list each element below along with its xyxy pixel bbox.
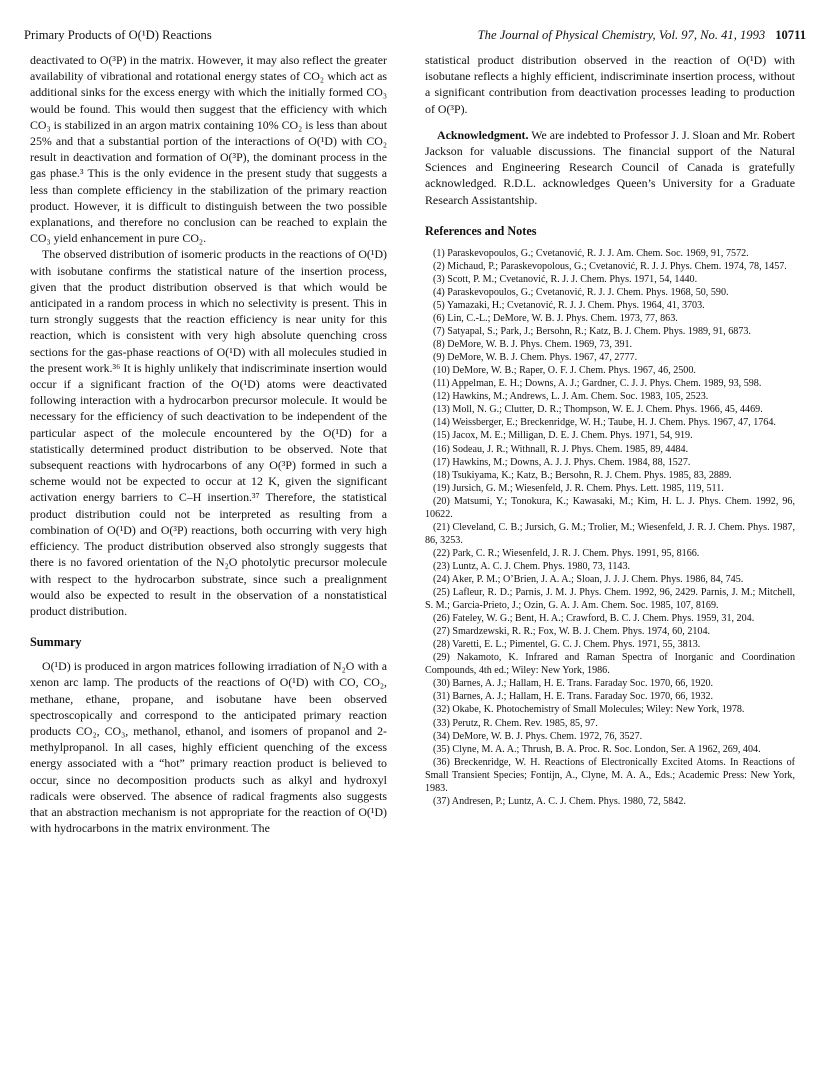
reference-item: (25) Lafleur, R. D.; Parnis, J. M. J. Phys. Chem. 1992, 96, 2429. Parnis, J. M.; Mitchell, S. M.; Garcia-Prieto, J.; Ozin, G. A. J. Am. Chem. Soc. 1985, 107, 8169. <box>425 587 795 612</box>
left-column <box>30 52 387 836</box>
reference-item: (37) Andresen, P.; Luntz, A. C. J. Chem. Phys. 1980, 72, 5842. <box>433 795 686 807</box>
reference-item: (4) Paraskevopoulos, G.; Cvetanović, R. J. J. Chem. Phys. 1968, 50, 590. <box>433 286 729 298</box>
reference-item: (27) Smardzewski, R. R.; Fox, W. B. J. Chem. Phys. 1974, 60, 2104. <box>433 626 711 638</box>
reference-item: (21) Cleveland, C. B.; Jursich, G. M.; Trolier, M.; Wiesenfeld, J. R. J. Chem. Phys. 1987, 86, 3253. <box>425 521 795 546</box>
reference-item: (14) Weissberger, E.; Breckenridge, W. H.; Taube, H. J. Chem. Phys. 1967, 47, 1764. <box>433 417 776 429</box>
reference-item: (8) DeMore, W. B. J. Phys. Chem. 1969, 73, 391. <box>433 339 633 351</box>
reference-item: (19) Jursich, G. M.; Wiesenfeld, J. R. Chem. Phys. Lett. 1985, 119, 511. <box>433 482 724 494</box>
journal-citation <box>478 27 806 43</box>
journal-name: The Journal of Physical Chemistry, Vol. 97, No. 41, 1993 <box>477 28 766 42</box>
running-title: Primary Products of O(¹D) Reactions <box>24 28 212 42</box>
summary-heading: Summary <box>30 635 82 650</box>
reference-item: (12) Hawkins, M.; Andrews, L. J. Am. Chem. Soc. 1983, 105, 2523. <box>433 391 709 403</box>
reference-item: (11) Appelman, E. H.; Downs, A. J.; Gardner, C. J. J. Phys. Chem. 1989, 93, 598. <box>433 378 762 390</box>
reference-item: (10) DeMore, W. B.; Raper, O. F. J. Chem. Phys. 1967, 46, 2500. <box>433 365 696 377</box>
reference-item: (3) Scott, P. M.; Cvetanović, R. J. J. Chem. Phys. 1971, 54, 1440. <box>433 273 698 285</box>
right-column <box>425 52 795 808</box>
body-paragraph-2: The observed distribution of isomeric products in the reactions of O(¹D) with isobutane confirms the statistical nature of the insertion process, given that the product distribution observed is that which would be anticipated in a random process in which no selectivity is present. This in turn strongly suggests that the reaction efficiency is near unity for this reaction, which is consistent with very high absolute quenching cross sections for the gas-phase reactions of O(¹D) with all molecules studied in the present work.³⁶ It is highly unlikely that indiscriminate insertion would occur if a significant fraction of the O(¹D) atoms were deactivated following interaction with a hydrocarbon precursor molecule. It would be necessary for the efficiency of such deactivation to be independent of the particular aspect of the molecule encountered by the O(¹D) for a statistically determined product distribution to be observed. Note that subsequent reactions with hydrocarbons of any O(³P) formed in such a scheme would not be expected to occur at 12 K, given the significant activation energy barriers to C–H insertion.³⁷ Therefore, the statistical product distribution could not be interpreted as resulting from a combination of O(¹D) and O(³P) reactions, both occurring with very high efficiency. The product distribution observed also strongly suggests that there is no favored orientation of the N₂O photolytic precursor molecule with respect to the hydrocarbon substrate, since such a prealignment would also be expected to result in the observation of a nonstatistical product distribution. <box>30 247 387 618</box>
reference-item: (2) Michaud, P.; Paraskevopolous, G.; Cvetanović, R. J. J. Phys. Chem. 1974, 78, 1457. <box>433 260 787 272</box>
reference-item: (36) Breckenridge, W. H. Reactions of Electronically Excited Atoms. In Reactions of Small Transient Species; Fontijn, A., Clyne, M. A. A., Eds.; Academic Press: New York, 1983. <box>425 756 795 794</box>
body-paragraph-1: deactivated to O(³P) in the matrix. However, it may also reflect the greater availability of vibrational and rotational energy states of CO₂ which act as additional sinks for the excess energy with which the initially formed CO₃ would be found. This would then suggest that the efficiency with which CO₃ is stabilized in an argon matrix containing 10% CO₂ is less than about 25% and that a substantial portion of the interactions of O(¹D) with CO₂ result in deactivation and formation of O(³P), the dominant process in the gas phase.³ This is the only evidence in the present study that suggests a less than complete efficiency in the stabilization of the primary reaction product. However, it is difficult to distinguish between the two possible explanations, and therefore no conclusion can be reached to explain the CO₃ yield enhancement in pure CO₂. <box>30 53 387 246</box>
continued-paragraph: statistical product distribution observed in the reaction of O(¹D) with isobutane reflects a highly efficient, indiscriminate insertion process, without a significant contribution from deactivation processes leading to production of O(³P). <box>425 53 795 116</box>
reference-item: (9) DeMore, W. B. J. Chem. Phys. 1967, 47, 2777. <box>433 352 638 364</box>
reference-item: (23) Luntz, A. C. J. Chem. Phys. 1980, 73, 1143. <box>433 560 631 572</box>
reference-item: (22) Park, C. R.; Wiesenfeld, J. R. J. Chem. Phys. 1991, 95, 8166. <box>433 547 700 559</box>
reference-item: (30) Barnes, A. J.; Hallam, H. E. Trans. Faraday Soc. 1970, 66, 1920. <box>433 678 714 690</box>
reference-item: (32) Okabe, K. Photochemistry of Small Molecules; Wiley: New York, 1978. <box>433 704 745 716</box>
reference-item: (18) Tsukiyama, K.; Katz, B.; Bersohn, R. J. Chem. Phys. 1985, 83, 2889. <box>433 469 732 481</box>
reference-item: (7) Satyapal, S.; Park, J.; Bersohn, R.; Katz, B. J. Chem. Phys. 1989, 91, 6873. <box>433 326 751 338</box>
reference-item: (24) Aker, P. M.; O’Brien, J. A. A.; Sloan, J. J. J. Chem. Phys. 1986, 84, 745. <box>433 574 744 585</box>
reference-item: (13) Moll, N. G.; Clutter, D. R.; Thompson, W. E. J. Chem. Phys. 1966, 45, 4469. <box>433 404 763 416</box>
acknowledgment-paragraph <box>425 127 795 208</box>
reference-list <box>425 247 795 808</box>
reference-item: (26) Fateley, W. G.; Bent, H. A.; Crawford, B. C. J. Chem. Phys. 1959, 31, 204. <box>433 613 755 625</box>
reference-item: (35) Clyne, M. A. A.; Thrush, B. A. Proc. R. Soc. London, Ser. A 1962, 269, 404. <box>433 743 761 755</box>
reference-item: (15) Jacox, M. E.; Milligan, D. E. J. Chem. Phys. 1971, 54, 919. <box>433 430 693 442</box>
reference-item: (33) Perutz, R. Chem. Rev. 1985, 85, 97. <box>433 717 598 729</box>
reference-item: (5) Yamazaki, H.; Cvetanović, R. J. J. Chem. Phys. 1964, 41, 3703. <box>433 300 705 312</box>
reference-item: (28) Varetti, E. L.; Pimentel, G. C. J. Chem. Phys. 1971, 55, 3813. <box>433 639 701 651</box>
reference-item: (34) DeMore, W. B. J. Phys. Chem. 1972, 76, 3527. <box>433 730 643 742</box>
acknowledgment-lead: Acknowledgment. <box>437 127 529 142</box>
reference-item: (20) Matsumi, Y.; Tonokura, K.; Kawasaki, M.; Kim, H. L. J. Phys. Chem. 1992, 96, 10622. <box>425 495 795 520</box>
acknowledgment-text: We are indebted to Professor J. J. Sloan and Mr. Robert Jackson for valuable discussions. The financial support of the Natural Sciences and Engineering Research Council of Canada is gratefully acknowledged. R.D.L. acknowledges Queen’s University for a Graduate Research Assistantship. <box>425 127 795 207</box>
reference-item: (29) Nakamoto, K. Infrared and Raman Spectra of Inorganic and Coordination Compounds, 4th ed.; Wiley: New York, 1986. <box>425 652 795 677</box>
reference-item: (16) Sodeau, J. R.; Withnall, R. J. Phys. Chem. 1985, 89, 4484. <box>433 443 689 455</box>
page-number: 10711 <box>775 28 806 42</box>
running-header <box>24 27 806 43</box>
reference-item: (6) Lin, C.-L.; DeMore, W. B. J. Phys. Chem. 1973, 77, 863. <box>433 313 678 325</box>
reference-item: (17) Hawkins, M.; Downs, A. J. J. Phys. Chem. 1984, 88, 1527. <box>433 456 691 468</box>
references-heading: References and Notes <box>425 223 537 238</box>
summary-paragraph: O(¹D) is produced in argon matrices following irradiation of N₂O with a xenon arc lamp. The products of the reactions of O(¹D) with CO, CO₂, methane, ethane, propane, and isobutane have been observed spectroscopically and correspond to the anticipated primary reaction products CO₂, CO₃, methanol, ethanol, and isomers of propanol and 2-methylpropanol. In all cases, highly efficient quenching of the excess energy associated with a “hot” primary reaction product is believed to occur, since no decomposition products such as alkyl and hydroxyl radicals were observed. The absence of radical fragments also suggests that an abstraction mechanism is not appropriate for the reaction of O(¹D) with hydrocarbons in the matrix environment. The <box>30 659 387 836</box>
reference-item: (1) Paraskevopoulos, G.; Cvetanović, R. J. J. Am. Chem. Soc. 1969, 91, 7572. <box>433 247 749 259</box>
reference-item: (31) Barnes, A. J.; Hallam, H. E. Trans. Faraday Soc. 1970, 66, 1932. <box>433 691 714 703</box>
